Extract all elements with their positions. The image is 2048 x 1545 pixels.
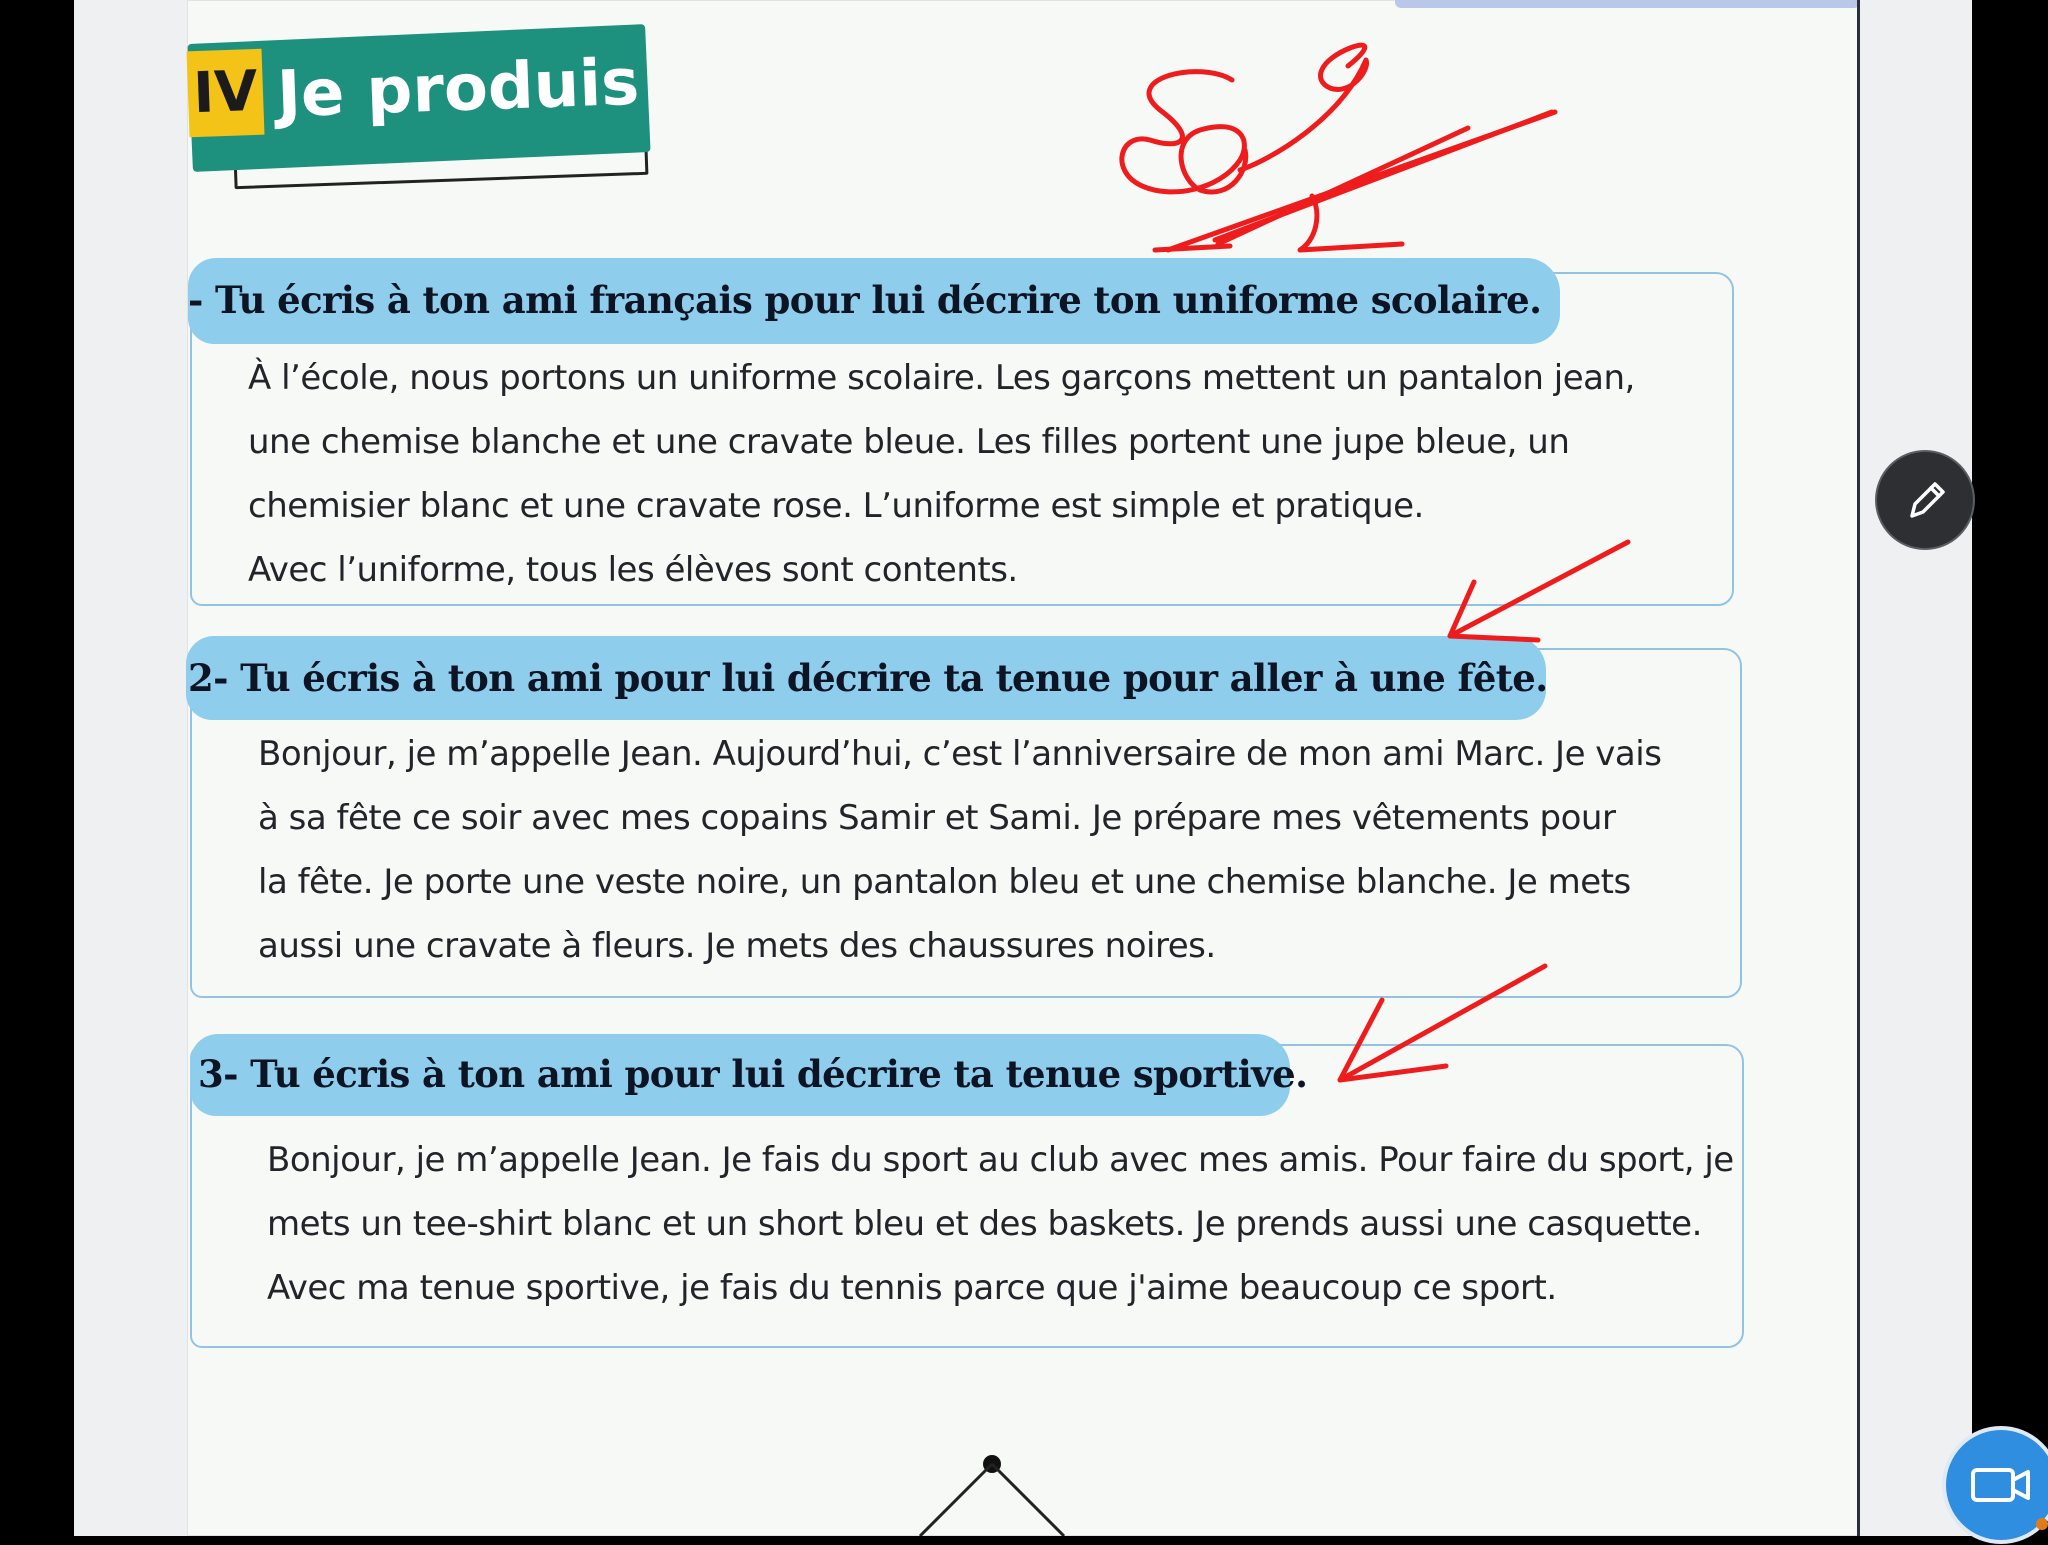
edit-button[interactable] bbox=[1875, 450, 1975, 550]
illustration-fragment bbox=[900, 1448, 1080, 1536]
exercise-1-line-3: chemisier blanc et une cravate rose. L’uniforme est simple et pratique. bbox=[248, 486, 1424, 526]
exercise-1-line-1: À l’école, nous portons un uniforme scolaire. Les garçons mettent un pantalon jean, bbox=[248, 358, 1635, 398]
section-title: Je produis bbox=[275, 45, 641, 133]
exercise-2-line-2: à sa fête ce soir avec mes copains Samir et Sami. Je prépare mes vêtements pour bbox=[258, 798, 1616, 838]
exercise-1-heading: - Tu écris à ton ami français pour lui décrire ton uniforme scolaire. bbox=[188, 278, 1542, 322]
exercise-3-line-2: mets un tee-shirt blanc et un short bleu et des baskets. Je prends aussi une casquette. bbox=[267, 1204, 1702, 1244]
exercise-2-line-1: Bonjour, je m’appelle Jean. Aujourd’hui, c’est l’anniversaire de mon ami Marc. Je vais bbox=[258, 734, 1662, 774]
section-number: IV bbox=[187, 49, 265, 138]
exercise-1-line-4: Avec l’uniforme, tous les élèves sont contents. bbox=[248, 550, 1018, 590]
exercise-3-heading: 3- Tu écris à ton ami pour lui décrire ta tenue sportive. bbox=[198, 1052, 1308, 1096]
exercise-3-line-3: Avec ma tenue sportive, je fais du tennis parce que j'aime beaucoup ce sport. bbox=[267, 1268, 1557, 1308]
recording-indicator bbox=[2036, 1518, 2048, 1530]
video-camera-icon bbox=[1946, 1430, 2048, 1540]
page-edge-line bbox=[1857, 0, 1860, 1536]
pencil-icon bbox=[1877, 452, 1973, 548]
exercise-2-heading: 2- Tu écris à ton ami pour lui décrire ta tenue pour aller à une fête. bbox=[188, 656, 1548, 700]
exercise-3-line-1: Bonjour, je m’appelle Jean. Je fais du sport au club avec mes amis. Pour faire du sport, je bbox=[267, 1140, 1734, 1180]
exercise-2-line-3: la fête. Je porte une veste noire, un pantalon bleu et une chemise blanche. Je mets bbox=[258, 862, 1631, 902]
exercise-1-line-2: une chemise blanche et une cravate bleue. Les filles portent une jupe bleue, un bbox=[248, 422, 1570, 462]
exercise-2-line-4: aussi une cravate à fleurs. Je mets des chaussures noires. bbox=[258, 926, 1216, 966]
video-call-button[interactable] bbox=[1942, 1426, 2048, 1544]
page-tab-edge bbox=[1395, 0, 1860, 8]
